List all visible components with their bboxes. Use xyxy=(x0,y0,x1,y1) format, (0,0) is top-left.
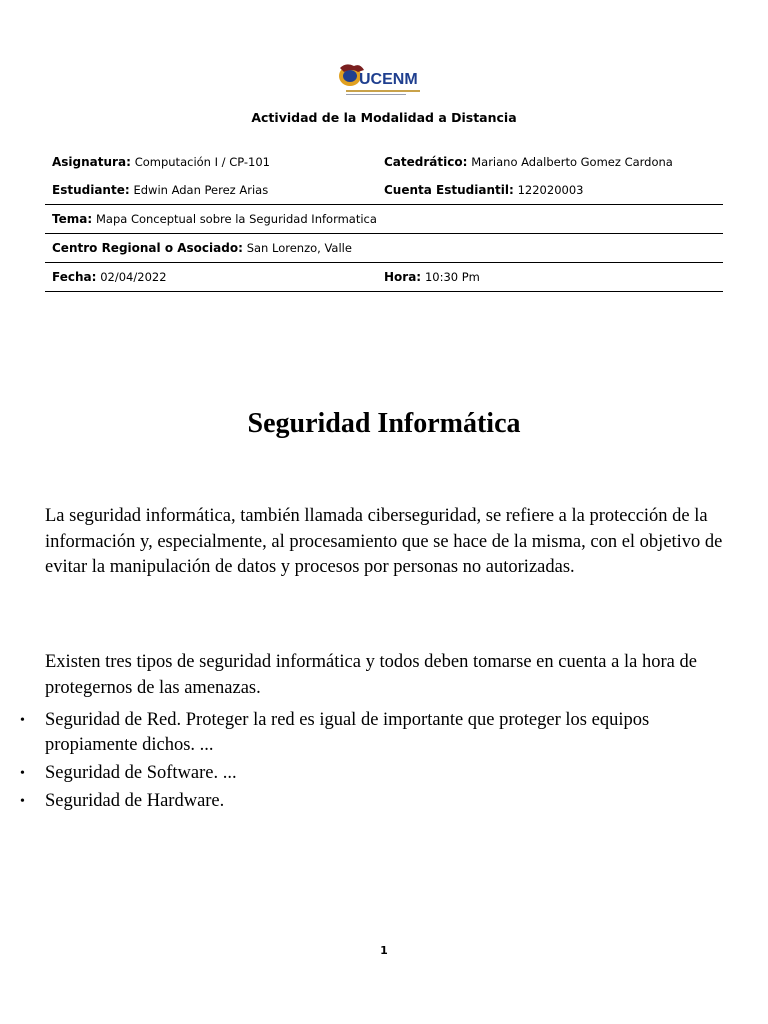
hora-cell xyxy=(377,263,723,292)
page-number: 1 xyxy=(380,944,388,957)
info-row-tema xyxy=(45,205,723,234)
tema-cell xyxy=(45,205,723,234)
estudiante-label: Estudiante: xyxy=(52,183,130,197)
intro-paragraph: La seguridad informática, también llamada ciberseguridad, se refiere a la protección de la información y, especialmente, al procesamiento que se hace de la misma, con el objetivo de evitar la manipulación de datos y procesos por personas no autorizadas. xyxy=(45,506,723,577)
ucenm-logo-icon xyxy=(336,60,428,100)
cuenta-label: Cuenta Estudiantil: xyxy=(384,183,514,197)
cuenta-value: 122020003 xyxy=(517,183,584,197)
fecha-cell xyxy=(45,263,377,292)
info-row-fecha xyxy=(45,263,723,292)
cuenta-cell xyxy=(377,176,723,205)
list-item: • Seguridad de Hardware. xyxy=(45,789,735,814)
asignatura-cell xyxy=(45,148,377,176)
centro-label: Centro Regional o Asociado: xyxy=(52,241,243,255)
asignatura-value: Computación I / CP-101 xyxy=(134,155,271,169)
fecha-value: 02/04/2022 xyxy=(100,270,167,284)
activity-subtitle: Actividad de la Modalidad a Distancia xyxy=(251,110,517,125)
info-row-centro xyxy=(45,234,723,263)
centro-cell xyxy=(45,234,723,263)
info-table xyxy=(45,148,723,292)
tema-value: Mapa Conceptual sobre la Seguridad Informatica xyxy=(95,212,377,226)
ucenm-logo xyxy=(336,60,428,100)
catedratico-cell xyxy=(377,148,723,176)
list-item: • Seguridad de Software. ... xyxy=(45,761,735,786)
hora-value: 10:30 Pm xyxy=(424,270,480,284)
fecha-label: Fecha: xyxy=(52,270,97,284)
centro-value: San Lorenzo, Valle xyxy=(246,241,352,255)
estudiante-value: Edwin Adan Perez Arias xyxy=(133,183,269,197)
catedratico-label: Catedrático: xyxy=(384,155,468,169)
asignatura-label: Asignatura: xyxy=(52,155,131,169)
catedratico-value: Mariano Adalberto Gomez Cardona xyxy=(471,155,673,169)
info-row-estudiante xyxy=(45,176,723,205)
types-paragraph: Existen tres tipos de seguridad informática y todos deben tomarse en cuenta a la hora de protegernos de las amenazas. xyxy=(45,652,697,698)
estudiante-cell xyxy=(45,176,377,205)
document-title: Seguridad Informática xyxy=(247,408,521,439)
security-types-list xyxy=(45,708,735,817)
list-item: • Seguridad de Red. Proteger la red es igual de importante que proteger los equipos propiamente dichos. ... xyxy=(45,708,735,758)
info-row-asignatura xyxy=(45,148,723,176)
hora-label: Hora: xyxy=(384,270,422,284)
tema-label: Tema: xyxy=(52,212,93,226)
svg-text:UCENM: UCENM xyxy=(359,71,418,88)
